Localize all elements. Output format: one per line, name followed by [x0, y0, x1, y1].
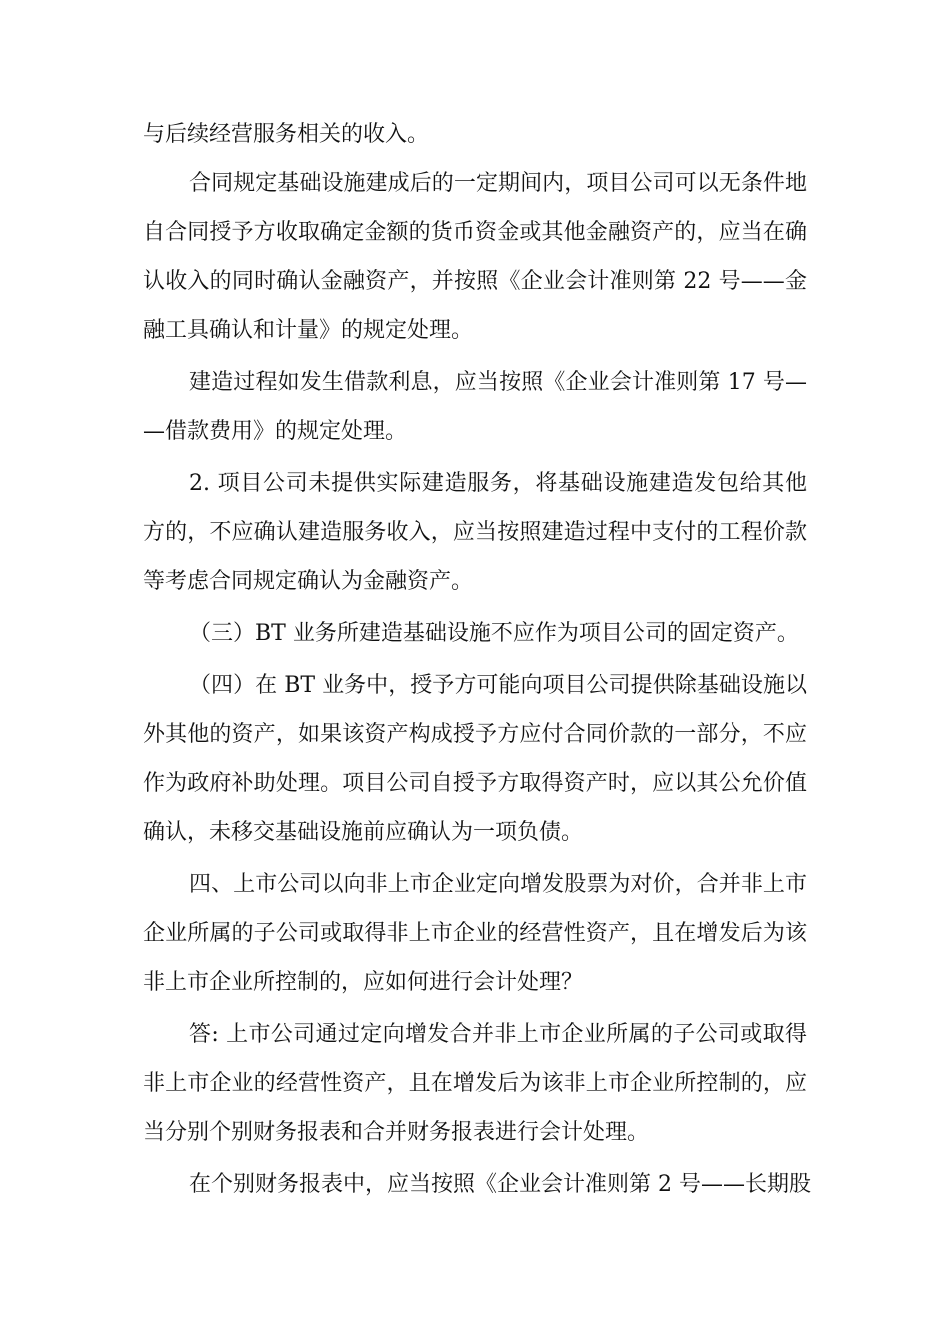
text-line: 2. 项目公司未提供实际建造服务，将基础设施建造发包给其他: [189, 471, 807, 496]
text-line: （三）BT 业务所建造基础设施不应作为项目公司的固定资产。: [189, 621, 799, 646]
text-line: 非上市企业的经营性资产，且在增发后为该非上市企业所控制的，应: [143, 1071, 807, 1096]
text-line: （四）在 BT 业务中，授予方可能向项目公司提供除基础设施以: [189, 673, 807, 698]
text-line: 企业所属的子公司或取得非上市企业的经营性资产，且在增发后为该: [143, 921, 807, 946]
text-line: 确认，未移交基础设施前应确认为一项负债。: [143, 820, 584, 845]
text-line: 自合同授予方收取确定金额的货币资金或其他金融资产的，应当在确: [143, 220, 807, 245]
text-line: —借款费用》的规定处理。: [143, 419, 408, 444]
text-line: 方的，不应确认建造服务收入，应当按照建造过程中支付的工程价款: [143, 520, 807, 545]
text-line: 与后续经营服务相关的收入。: [143, 122, 430, 147]
text-line: 答: 上市公司通过定向增发合并非上市企业所属的子公司或取得: [189, 1022, 807, 1047]
text-line: 认收入的同时确认金融资产，并按照《企业会计准则第 22 号——金: [143, 269, 807, 294]
text-line: 合同规定基础设施建成后的一定期间内，项目公司可以无条件地: [189, 171, 807, 196]
text-line: 作为政府补助处理。项目公司自授予方取得资产时，应以其公允价值: [143, 771, 807, 796]
text-line: 建造过程如发生借款利息，应当按照《企业会计准则第 17 号—: [189, 370, 807, 395]
text-line: 四、上市公司以向非上市企业定向增发股票为对价，合并非上市: [189, 872, 807, 897]
text-line: 非上市企业所控制的，应如何进行会计处理？: [143, 970, 584, 995]
text-line: 当分别个别财务报表和合并财务报表进行会计处理。: [143, 1120, 650, 1145]
text-line: 外其他的资产，如果该资产构成授予方应付合同价款的一部分，不应: [143, 722, 807, 747]
text-line: 在个别财务报表中，应当按照《企业会计准则第 2 号——长期股: [189, 1172, 811, 1197]
text-line: 等考虑合同规定确认为金融资产。: [143, 569, 474, 594]
text-line: 融工具确认和计量》的规定处理。: [143, 318, 474, 343]
